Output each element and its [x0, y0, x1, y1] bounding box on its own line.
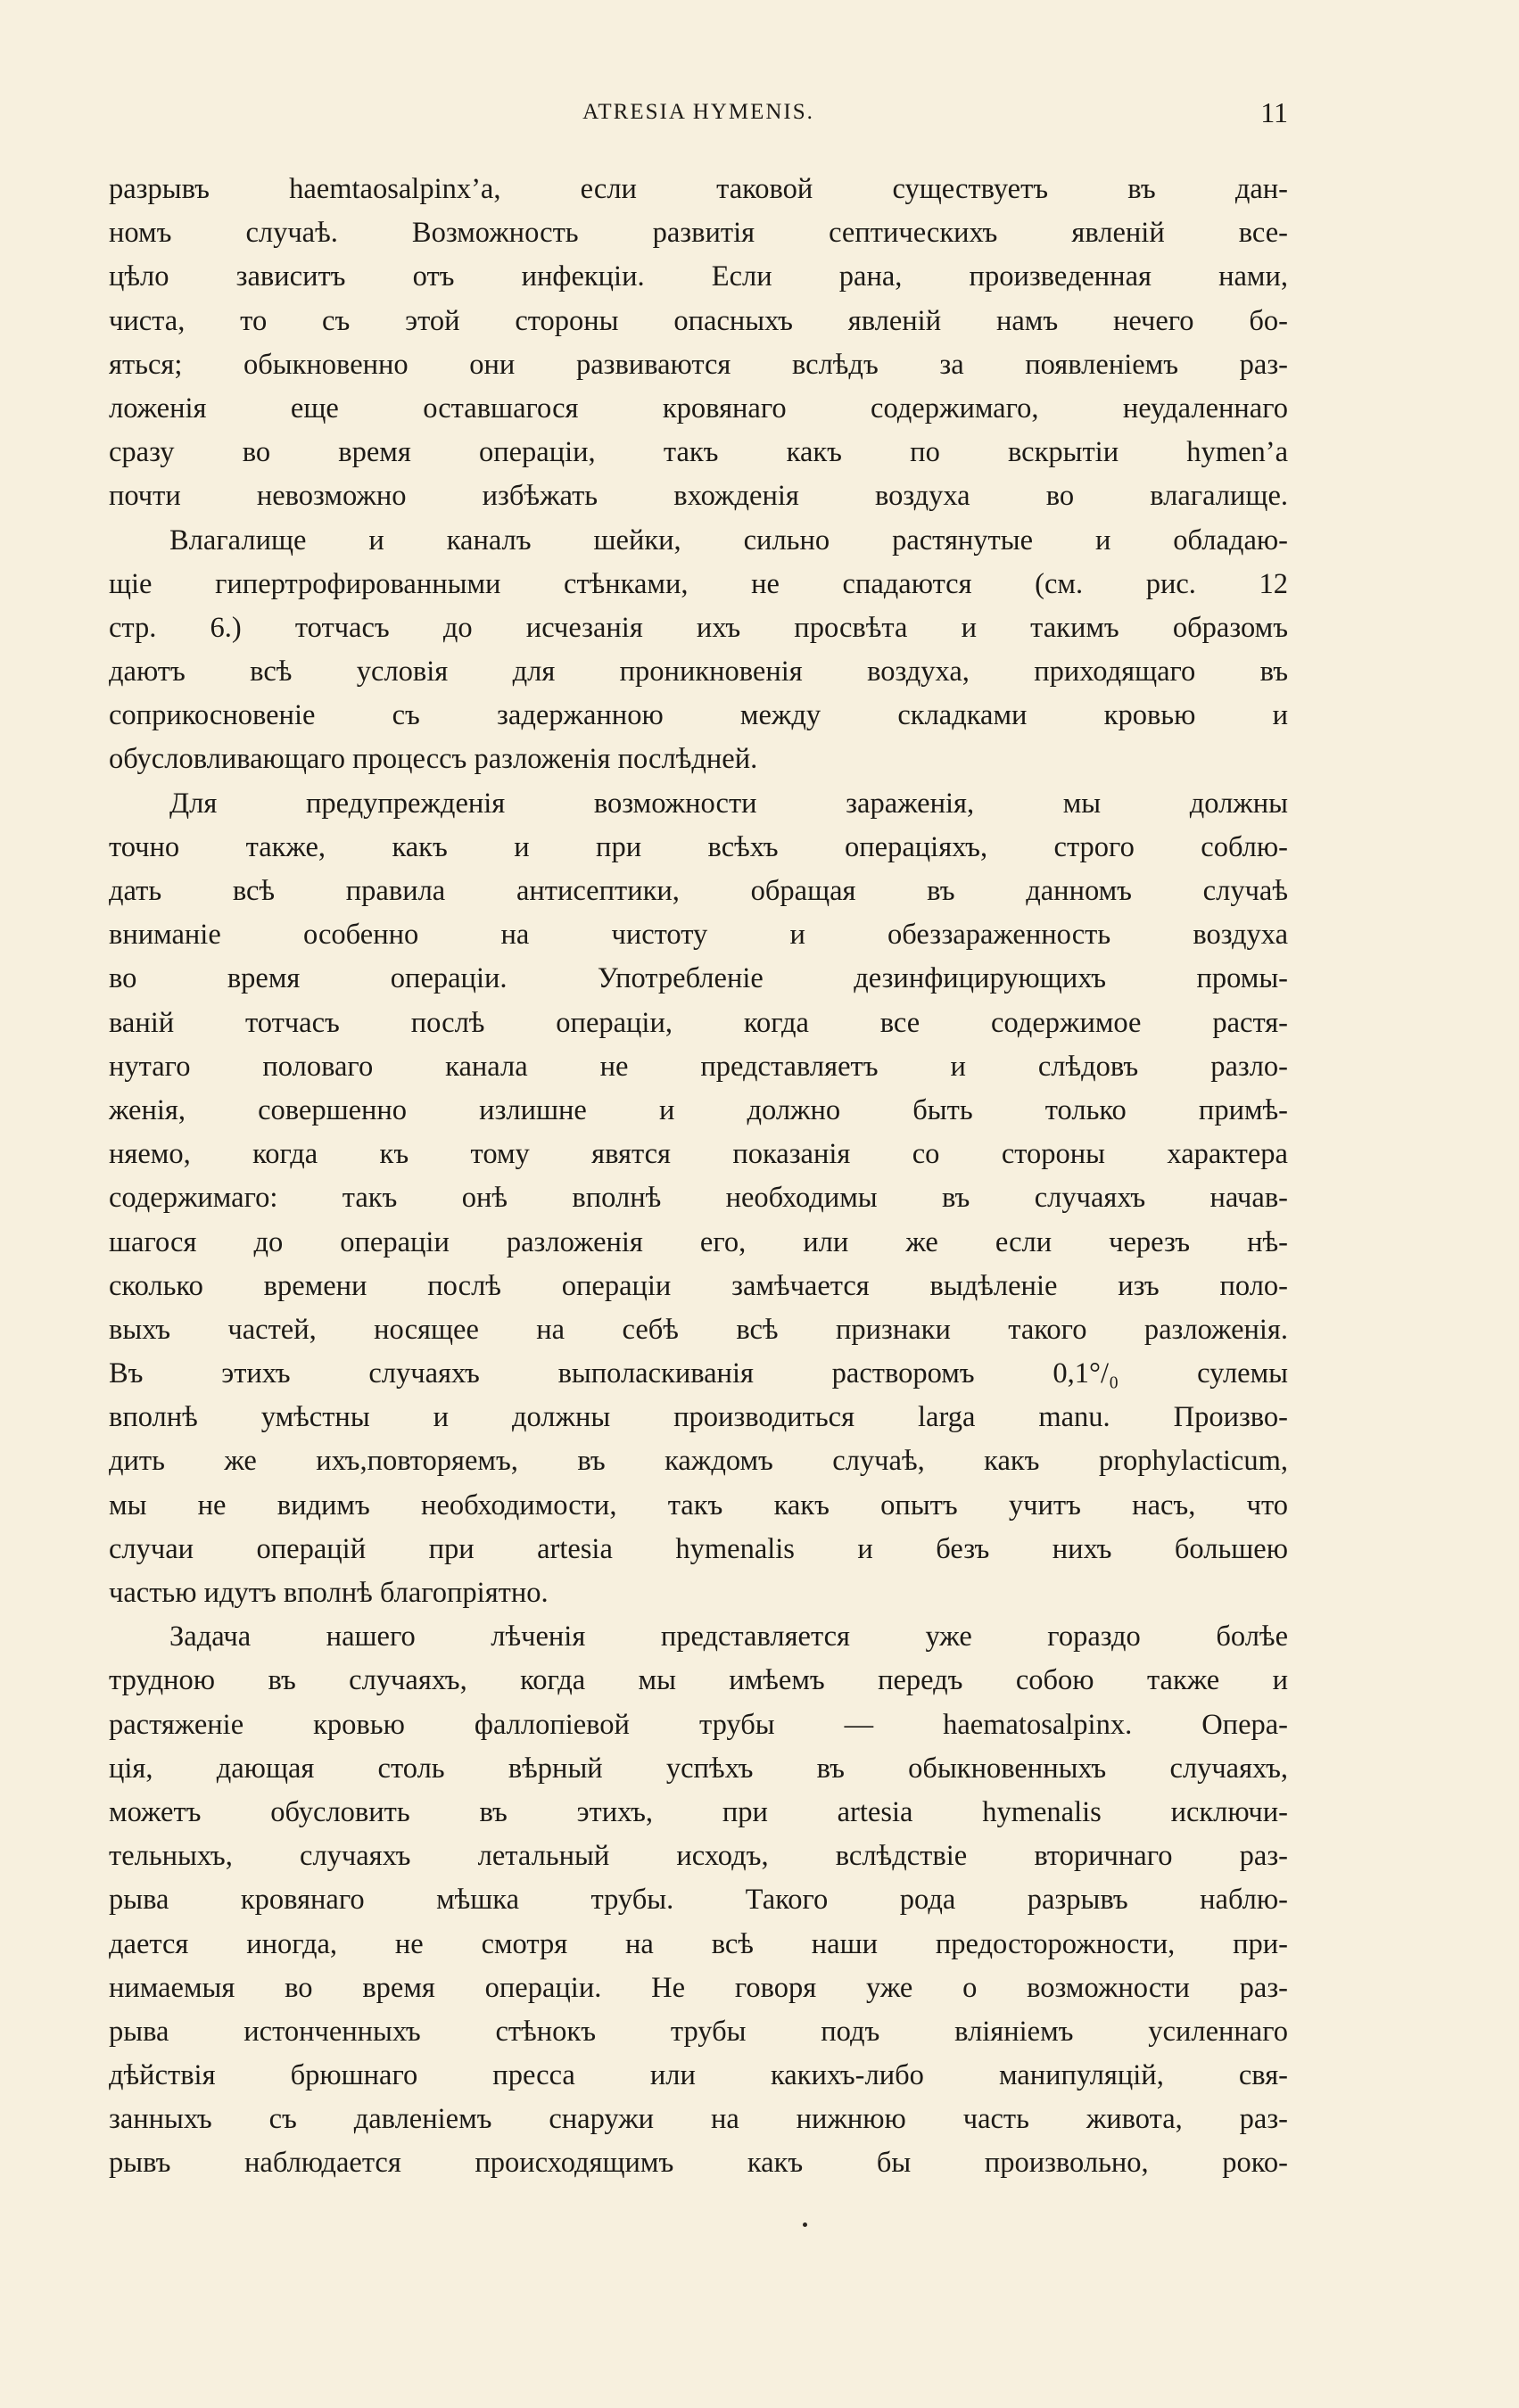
running-title: ATRESIA HYMENIS. [582, 100, 814, 124]
text-line: тельныхъ, случаяхъ летальный исходъ, вслѣдствіе вторичнаго раз- [109, 1840, 1288, 1873]
text-line: номъ случаѣ. Возможность развитія септическихъ явленій все- [109, 217, 1288, 250]
ink-speck [803, 2222, 807, 2227]
text-line: яться; обыкновенно они развиваются вслѣдъ за появленіемъ раз- [109, 348, 1288, 381]
text-line: соприкосновеніе съ задержанною между складками кровью и [109, 699, 1288, 732]
text-line: сразу во время операціи, такъ какъ по вскрытіи hymen’a [109, 436, 1288, 469]
paragraph [109, 519, 1288, 782]
text-line: Въ этихъ случаяхъ выполаскиванія растворомъ 0,1°/₀ сулемы [109, 1357, 1288, 1390]
paragraph [109, 782, 1288, 1616]
text-line: дать всѣ правила антисептики, обращая въ данномъ случаѣ [109, 875, 1288, 907]
text-line: почти невозможно избѣжать вхожденія воздуха во влагалище. [109, 480, 1288, 513]
text-line: Задача нашего лѣченія представляется уже гораздо болѣе [169, 1620, 1288, 1653]
text-line: рыва кровянаго мѣшка трубы. Такого рода разрывъ наблю- [109, 1884, 1288, 1917]
text-line: даютъ всѣ условія для проникновенія воздуха, приходящаго въ [109, 656, 1288, 689]
text-line: стр. 6.) тотчасъ до исчезанія ихъ просвѣта и такимъ образомъ [109, 611, 1288, 644]
text-line: Влагалище и каналъ шейки, сильно растянутые и обладаю- [169, 524, 1288, 557]
text-line: шагося до операціи разложенія его, или же если черезъ нѣ- [109, 1225, 1288, 1258]
text-line: обусловливающаго процессъ разложенія послѣдней. [109, 743, 758, 776]
text-line: содержимаго: такъ онѣ вполнѣ необходимы въ случаяхъ начав- [109, 1182, 1288, 1215]
text-line: дѣйствія брюшнаго пресса или какихъ-либо манипуляцій, свя- [109, 2059, 1288, 2092]
text-line: занныхъ съ давленіемъ снаружи на нижнюю часть живота, раз- [109, 2103, 1288, 2136]
text-line: точно также, какъ и при всѣхъ операціяхъ, строго соблю- [109, 830, 1288, 863]
page-number: 11 [1260, 96, 1288, 128]
text-line: Для предупрежденія возможности зараженія, мы должны [169, 787, 1288, 820]
text-line: рыва истонченныхъ стѣнокъ трубы подъ вліяніемъ усиленнаго [109, 2015, 1288, 2048]
body-text [109, 168, 1288, 2186]
paragraph [109, 1615, 1288, 2185]
text-line: ложенія еще оставшагося кровянаго содержимаго, неудаленнаго [109, 392, 1288, 425]
text-line: рывъ наблюдается происходящимъ какъ бы произвольно, роко- [109, 2147, 1288, 2180]
text-line: можетъ обусловить въ этихъ, при artesia hymenalis исключи- [109, 1795, 1288, 1828]
text-line: женія, совершенно излишне и должно быть только примѣ- [109, 1093, 1288, 1126]
text-line: растяженіе кровью фаллопіевой трубы — haematosalpinx. Опера- [109, 1708, 1288, 1741]
text-line: ваній тотчасъ послѣ операціи, когда все содержимое растя- [109, 1006, 1288, 1039]
text-line: во время операціи. Употребленіе дезинфицирующихъ промы- [109, 962, 1288, 995]
paragraph [109, 168, 1288, 519]
text-line: ція, дающая столь вѣрный успѣхъ въ обыкновенныхъ случаяхъ, [109, 1752, 1288, 1785]
text-line: дается иногда, не смотря на всѣ наши предосторожности, при- [109, 1927, 1288, 1960]
text-line: чиста, то съ этой стороны опасныхъ явленій намъ нечего бо- [109, 304, 1288, 337]
running-head [109, 96, 1288, 132]
text-line: вполнѣ умѣстны и должны производиться larga manu. Произво- [109, 1401, 1288, 1434]
text-line: разрывъ haemtaosalpinx’a, если таковой существуетъ въ дан- [109, 173, 1288, 205]
text-line: няемо, когда къ тому явятся показанія со стороны характера [109, 1138, 1288, 1171]
text-line: нутаго половаго канала не представляетъ и слѣдовъ разло- [109, 1050, 1288, 1083]
text-line: сколько времени послѣ операціи замѣчается выдѣленіе изъ поло- [109, 1269, 1288, 1302]
text-line: цѣло зависитъ отъ инфекціи. Если рана, произведенная нами, [109, 260, 1288, 293]
text-line: нимаемыя во время операціи. Не говоря уже о возможности раз- [109, 1971, 1288, 2004]
text-line: щіе гипертрофированными стѣнками, не спадаются (см. рис. 12 [109, 567, 1288, 600]
text-line: дить же ихъ,повторяемъ, въ каждомъ случаѣ, какъ prophylacticum, [109, 1445, 1288, 1478]
text-line: вниманіе особенно на чистоту и обеззараженность воздуха [109, 919, 1288, 952]
text-line: случаи операцій при artesia hymenalis и безъ нихъ большею [109, 1532, 1288, 1565]
text-line: мы не видимъ необходимости, такъ какъ опытъ учитъ насъ, что [109, 1489, 1288, 1521]
text-line: трудною въ случаяхъ, когда мы имѣемъ передъ собою также и [109, 1664, 1288, 1697]
text-line: частью идутъ вполнѣ благопріятно. [109, 1577, 549, 1609]
text-line: выхъ частей, носящее на себѣ всѣ признаки такого разложенія. [109, 1313, 1288, 1346]
